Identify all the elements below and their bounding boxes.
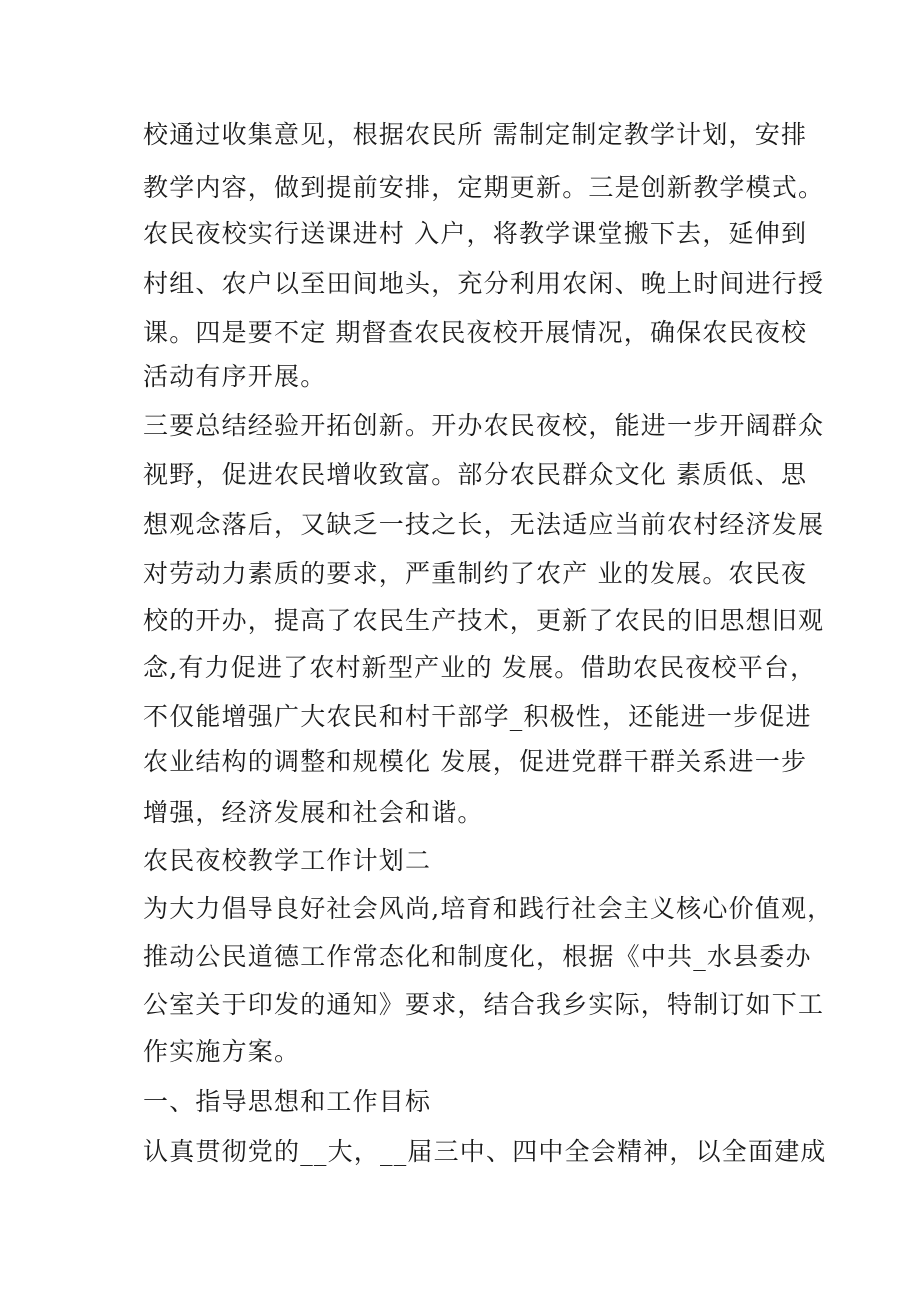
text-line: 校通过收集意见，根据农民所 需制定制定教学计划，安排 — [143, 120, 808, 149]
text-line: 公室关于印发的通知》要求，结合我乡实际，特制订如下工 — [143, 990, 825, 1019]
text-line: 推动公民道德工作常态化和制度化，根据《中共_水县委办 — [143, 942, 812, 971]
section-heading-line: 三要总结经验开拓创新。开办农民夜校，能进一步开阔群众 — [143, 411, 825, 440]
text-line: 想观念落后，又缺乏一技之长，无法适应当前农村经济发展 — [143, 510, 825, 539]
document-subtitle: 农民夜校教学工作计划二 — [143, 846, 432, 875]
text-line: 为大力倡导良好社会风尚,培育和践行社会主义核心价值观， — [143, 894, 834, 923]
text-line: 教学内容，做到提前安排，定期更新。三是创新教学模式。 — [143, 173, 825, 202]
text-line: 校的开办，提高了农民生产技术，更新了农民的旧思想旧观 — [143, 606, 825, 635]
text-line: 课。四是要不定 期督查农民夜校开展情况，确保农民夜校 — [143, 318, 808, 347]
text-line: 念,有力促进了农村新型产业的 发展。借助农民夜校平台， — [143, 653, 817, 682]
text-line: 活动有序开展。 — [143, 362, 327, 391]
text-line: 村组、农户以至田间地头，充分利用农闲、晚上时间进行授 — [143, 269, 825, 298]
text-line: 农民夜校实行送课进村 入户，将教学课堂搬下去，延伸到 — [143, 219, 808, 248]
text-line: 不仅能增强广大农民和村干部学_积极性，还能进一步促进 — [143, 702, 812, 731]
text-line: 作实施方案。 — [143, 1037, 301, 1066]
text-line: 认真贯彻党的__大，__届三中、四中全会精神，以全面建成 — [143, 1137, 827, 1166]
text-line: 视野，促进农民增收致富。部分农民群众文化 素质低、思 — [143, 460, 808, 489]
text-line: 增强，经济发展和社会和谐。 — [143, 798, 484, 827]
text-line: 农业结构的调整和规模化 发展，促进党群干群关系进一步 — [143, 747, 808, 776]
section-heading: 一、指导思想和工作目标 — [143, 1087, 432, 1116]
text-line: 对劳动力素质的要求，严重制约了农产 业的发展。农民夜 — [143, 559, 808, 588]
